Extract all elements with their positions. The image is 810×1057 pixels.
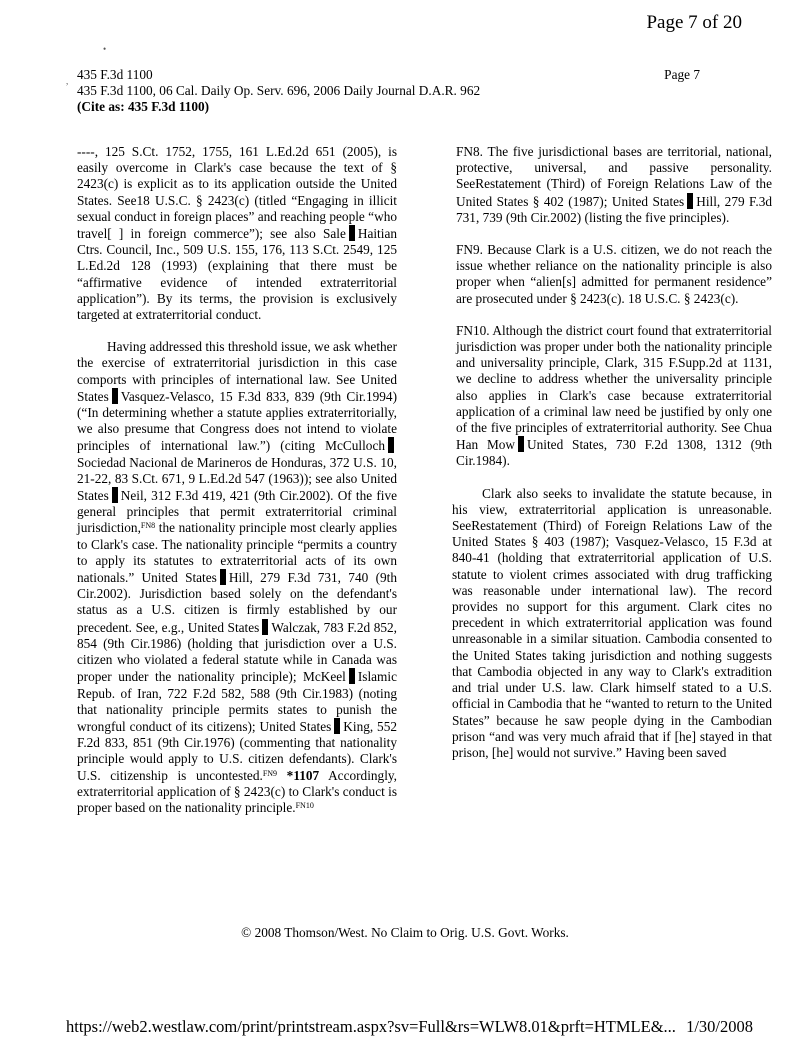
citation-header <box>77 67 480 115</box>
redaction-bar <box>349 225 355 241</box>
redaction-bar <box>112 487 118 503</box>
footnote-ref-fn10[interactable]: FN10 <box>295 800 314 810</box>
page-counter: Page 7 of 20 <box>646 12 742 33</box>
redaction-bar <box>349 668 355 684</box>
paragraph: Clark also seeks to invalidate the statute because, in his view, extraterritorial application is unreasonable. SeeRestatement (Third) of Foreign Relations Law of the United States § 403 (1987); Vasquez-Velasco, 15 F.3d at 840-41 (holding that extraterritorial application of U.S. statute to violent crimes associated with drug trafficking was reasonable under international law). The record provides no support for this argument. Clark cites no precedent in which extraterritorial application was found unreasonable in a similar situation. Cambodia consented to the United States taking jurisdiction and nothing suggests that Cambodia objected in any way to Clark's extradition and trial under U.S. law. Clark himself stated to a U.S. official in Cambodia that he “wanted to return to the United States” because he saw people dying in the Cambodian prison “and was very much afraid that if [he] stayed in that prison, [he] would not survive.” Having been saved <box>452 485 772 760</box>
paragraph: Having addressed this threshold issue, we ask whether the exercise of extraterritorial jurisdiction in this case comports with principles of international law. See United States Vasquez-Velasco, 15 F.3d 833, 839 (9th Cir.1994) (“In determining whether a statute applies extraterritorially, we also presume that Congress does not intend to violate principles of international law.”) (citing McCullochSociedad Nacional de Marineros de Honduras, 372 U.S. 10, 21-22, 83 S.Ct. 671, 9 L.Ed.2d 547 (1963)); see also United States Neil, 312 F.3d 419, 421 (9th Cir.2002). Of the five general principles that permit extraterritorial criminal jurisdiction,$^{FN8}$ the nationality principle most clearly applies to Clark's case. The nationality principle “permits a country to apply its statutes to extraterritorial acts of its own nationals.” United States Hill, 279 F.3d 731, 740 (9th Cir.2002). Jurisdiction based solely on the defendant's status as a U.S. citizen is firmly established by our precedent. See, e.g., United States Walczak, 783 F.2d 852, 854 (9th Cir.1986) (holding that jurisdiction over a U.S. citizen who violated a federal statute while in Canada was proper under the nationality principle); McKeel Islamic Repub. of Iran, 722 F.2d 582, 588 (9th Cir.1983) (noting that nationality principle permits states to punish the wrongful conduct of its citizens); United States King, 552 F.2d 833, 851 (9th Cir.1976) (commenting that nationality principle would apply to U.S. citizen defendants). Clark's U.S. citizenship is uncontested.$^{FN9}$ *1107 Accordingly, extraterritorial application of § 2423(c) to Clark's conduct is proper based on the nationality principle.$^{FN10}$ <box>77 339 398 815</box>
footnote-fn10: FN10. Although the district court found that extraterritorial jurisdiction was proper under both the nationality principle and universality principle, Clark, 315 F.Supp.2d at 1131, we decline to address whether the universality principle also applies in Clark's case because extraterritorial application of a criminal law need be justified by only one of the five principles of extraterritorial authority. See Chua Han Mow United States, 730 F.2d 1308, 1312 (9th Cir.1984). <box>456 322 772 469</box>
footnote-ref-fn9[interactable]: FN9 <box>262 768 278 778</box>
redaction-bar <box>334 718 340 734</box>
right-column <box>452 144 772 761</box>
redaction-bar <box>388 437 394 453</box>
redaction-bar <box>220 569 226 585</box>
scan-dot: , <box>66 76 69 86</box>
footnote-fn9: FN9. Because Clark is a U.S. citizen, we do not reach the issue whether reliance on the nationality principle is also proper when “alien[s] admitted for permanent residence” are prosecuted under § 2423(c). 18 U.S.C. § 2423(c). <box>456 242 772 306</box>
footnote-ref-fn8[interactable]: FN8 <box>140 521 156 531</box>
star-page: *1107 <box>286 767 320 783</box>
citation-line-2: 435 F.3d 1100, 06 Cal. Daily Op. Serv. 696, 2006 Daily Journal D.A.R. 962 <box>77 83 481 98</box>
left-column <box>77 144 397 816</box>
copyright-footer: © 2008 Thomson/West. No Claim to Orig. U.S. Govt. Works. <box>241 925 569 940</box>
print-date: 1/30/2008 <box>686 1017 753 1036</box>
citation-line-1: 435 F.3d 1100 <box>77 67 153 82</box>
redaction-bar <box>112 388 118 404</box>
paragraph: ----, 125 S.Ct. 1752, 1755, 161 L.Ed.2d 651 (2005), is easily overcome in Clark's case because the text of § 2423(c) is explicit as to its application outside the United States. See18 U.S.C. § 2423(c) (titled “Engaging in illicit sexual conduct in foreign places” and reaching people “who travel[ ] in foreign commerce”); see also Sale Haitian Ctrs. Council, Inc., 509 U.S. 155, 176, 113 S.Ct. 2549, 125 L.Ed.2d 128 (1993) (explaining that there must be “affirmative evidence of intended extraterritorial application”). By its terms, the provision is exclusively targeted at extraterritorial conduct. <box>77 144 397 323</box>
redaction-bar <box>687 193 693 209</box>
redaction-bar <box>518 436 524 452</box>
page-number: Page 7 <box>664 67 700 82</box>
cite-as: (Cite as: 435 F.3d 1100) <box>77 99 210 114</box>
footnote-fn8: FN8. The five jurisdictional bases are territorial, national, protective, universal, and passive personality. SeeRestatement (Third) of Foreign Relations Law of the United States § 402 (1987); United States Hill, 279 F.3d 731, 739 (9th Cir.2002) (listing the five principles). <box>456 144 772 225</box>
scan-dot: • <box>103 44 107 54</box>
redaction-bar <box>262 619 268 635</box>
print-url: https://web2.westlaw.com/print/printstream.aspx?sv=Full&rs=WLW8.01&prft=HTMLE&... <box>66 1017 676 1036</box>
